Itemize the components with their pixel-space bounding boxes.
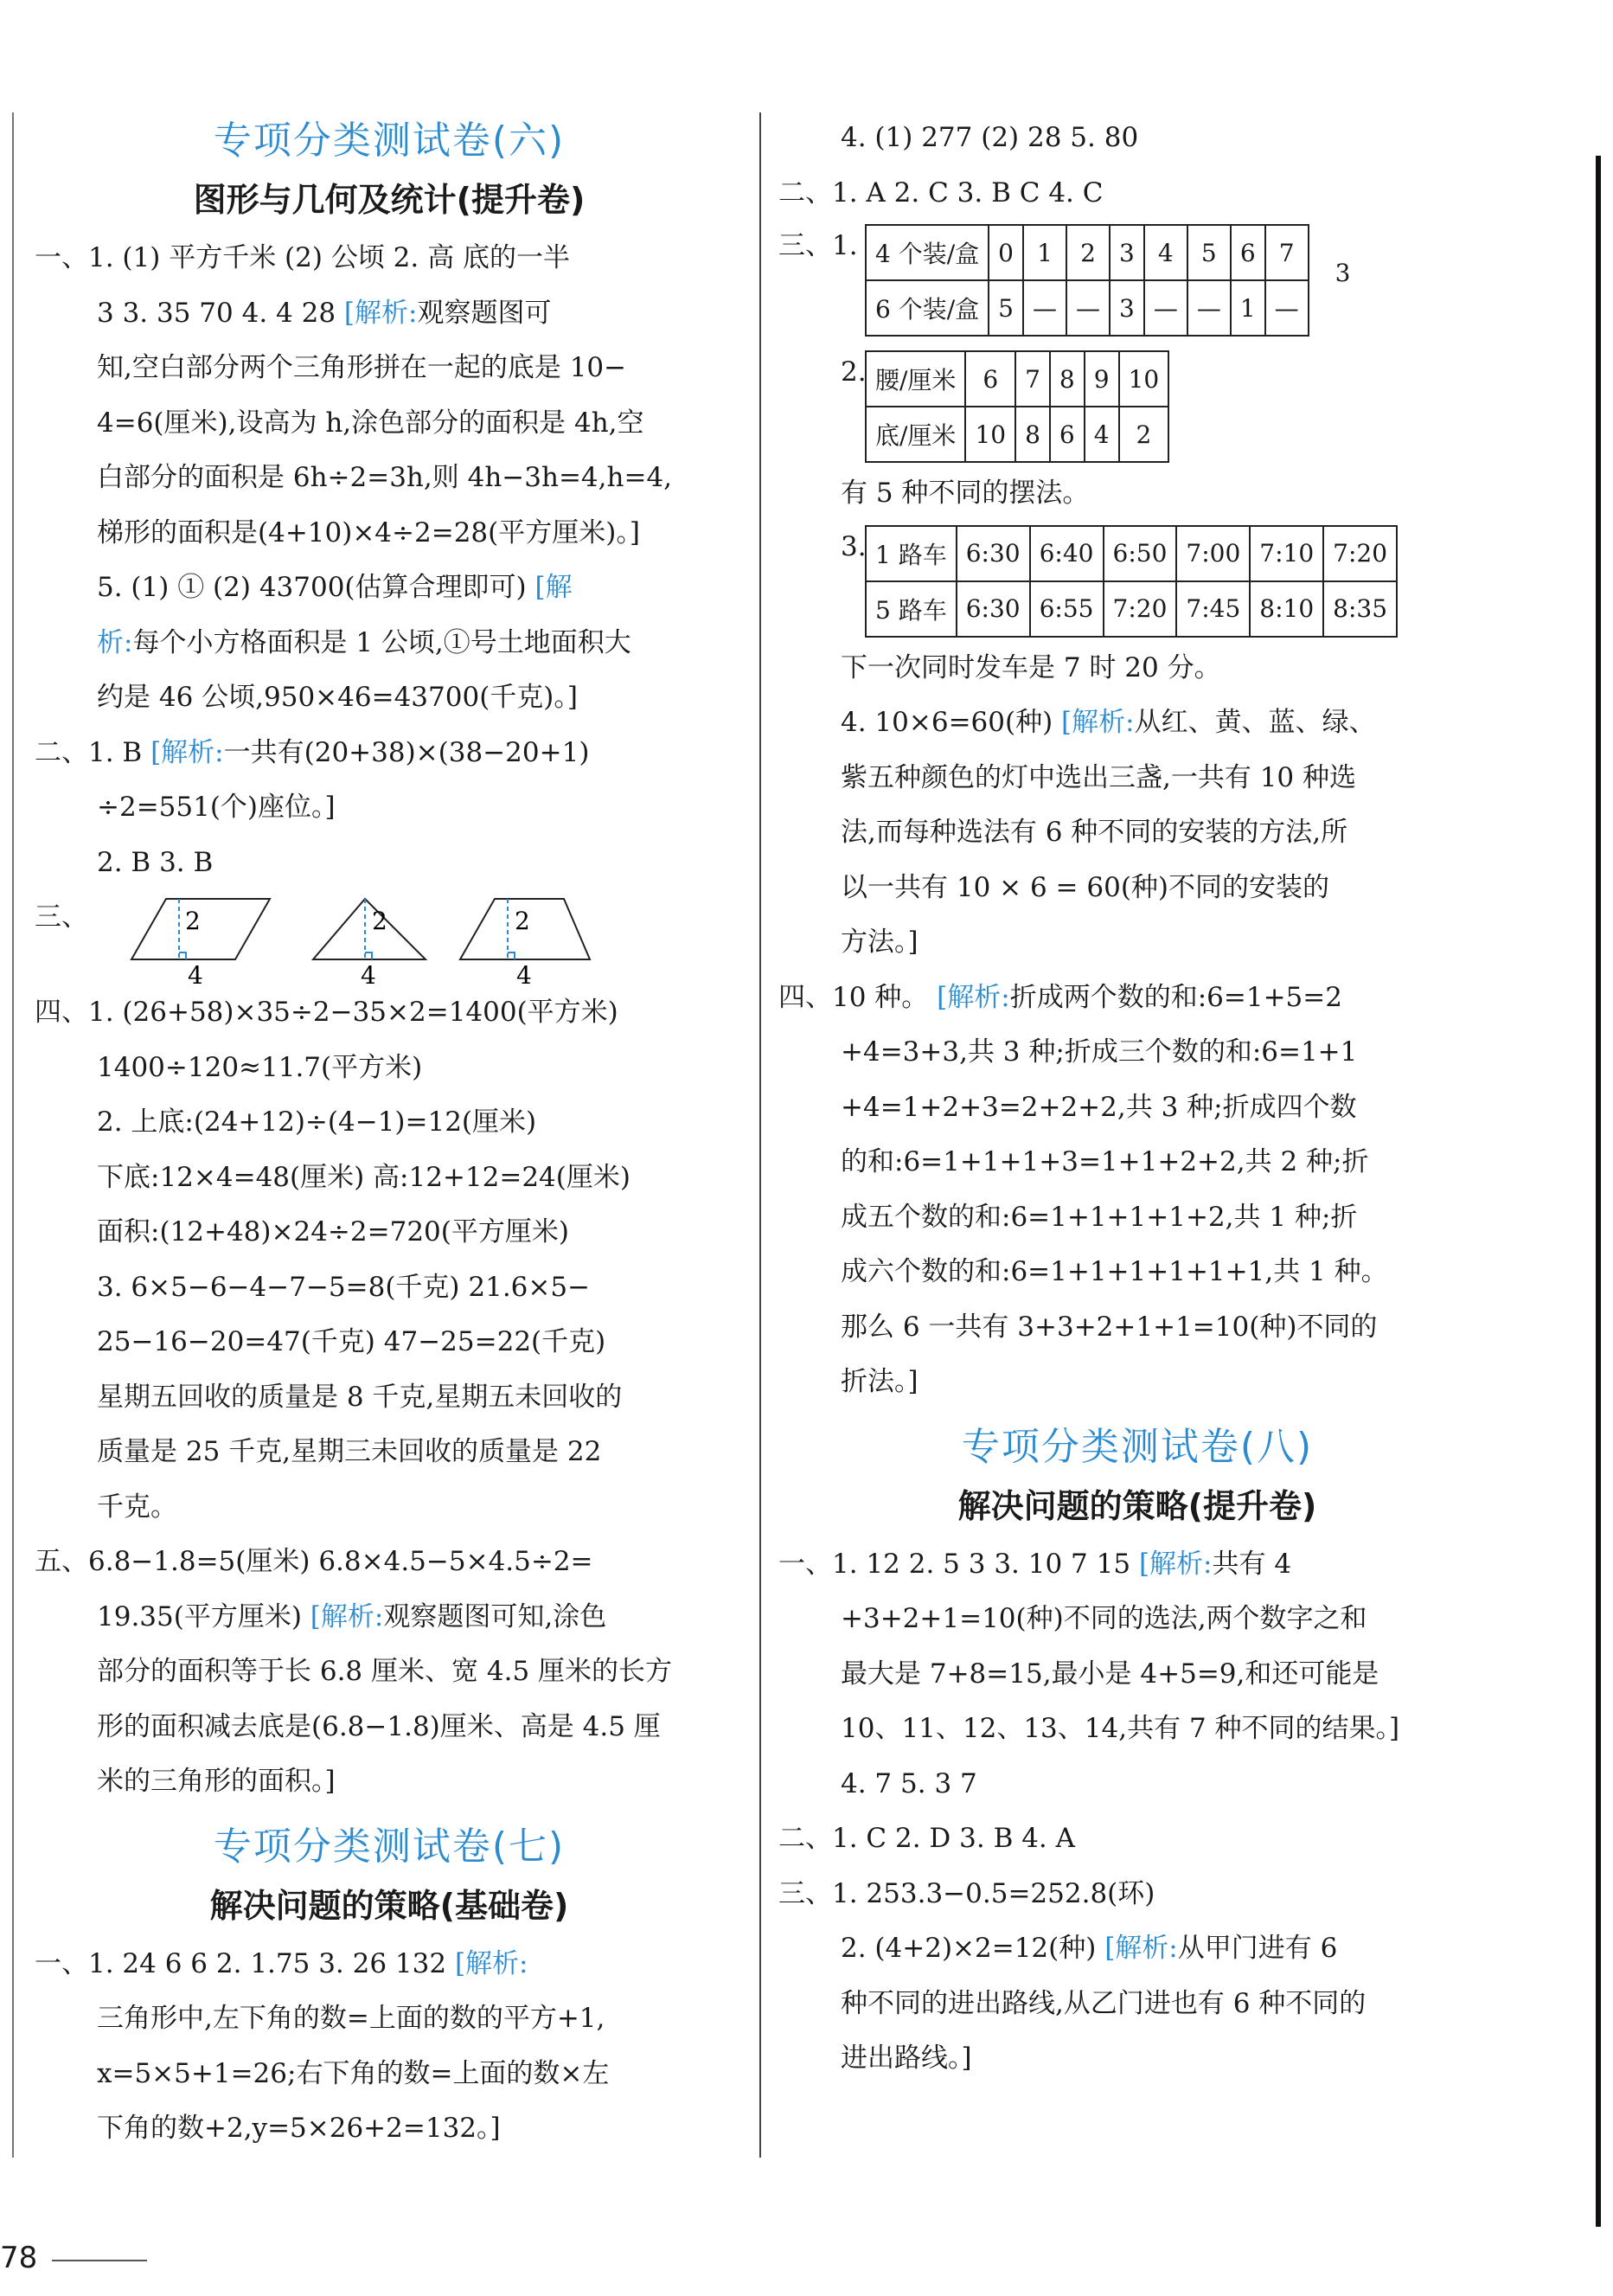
table-boxes <box>865 224 1309 337</box>
table-cell: 6:50 <box>1104 526 1177 581</box>
text-line: 米的三角形的面积。] <box>97 1766 336 1797</box>
text-line: 下底:12×4=48(厘米) 高:12+12=24(厘米) <box>97 1161 630 1193</box>
table-cell: 9 <box>1085 351 1119 407</box>
table-cell: 6:40 <box>1030 526 1104 581</box>
text-line: 2. B 3. B <box>97 846 214 878</box>
base-label: 4 <box>516 961 532 985</box>
table-cell: 8 <box>1015 407 1050 462</box>
trapezoid-shape <box>460 899 590 985</box>
table-cell: 8:10 <box>1250 581 1323 637</box>
section-subtitle-6: 图形与几何及统计(提升卷) <box>193 181 586 219</box>
table-cell: 3 <box>1110 280 1144 336</box>
text-line: +4=3+3,共 3 种;折成三个数的和:6=1+1 <box>841 1036 1358 1068</box>
table-cell: 7:20 <box>1104 581 1177 637</box>
text-line: ÷2=551(个)座位。] <box>97 792 336 823</box>
analysis-tag: [解析: <box>1104 1933 1178 1964</box>
table-cell: — <box>1144 280 1187 336</box>
table-cell: 10 <box>965 407 1015 462</box>
text-line: +3+2+1=10(种)不同的选法,两个数字之和 <box>841 1603 1367 1634</box>
table-cell: 4 个装/盒 <box>866 225 989 280</box>
analysis-tag: [解析: <box>343 297 418 329</box>
text-line: 2. 上底:(24+12)÷(4−1)=12(厘米) <box>97 1106 537 1138</box>
section-title-6: 专项分类测试卷(六) <box>213 119 566 163</box>
right-margin-bar <box>1596 156 1601 2227</box>
text-line: 方法。] <box>841 927 919 958</box>
table-cell: 2 <box>1119 407 1169 462</box>
table-cell: 3 <box>1110 225 1144 280</box>
text-line: 面积:(12+48)×24÷2=720(平方厘米) <box>97 1216 569 1247</box>
text-line: +4=1+2+3=2+2+2,共 3 种;折成四个数 <box>841 1091 1357 1123</box>
text-line: 折法。] <box>841 1366 919 1397</box>
left-column <box>35 104 744 2157</box>
text-line: 三、 <box>35 901 88 933</box>
table-cell: 6 <box>1231 225 1265 280</box>
table-3-row <box>778 525 1496 638</box>
table-row <box>866 526 1397 581</box>
analysis-tag: [解析: <box>937 981 1010 1013</box>
table-bus <box>865 525 1398 638</box>
table-cell: 6 个装/盒 <box>866 280 989 336</box>
text-line: 2. (4+2)×2=12(种) [解析:从甲门进有 6 <box>841 1933 1338 1964</box>
column-divider <box>759 112 761 2158</box>
table-cell: 6:30 <box>957 581 1030 637</box>
text-line: 紫五种颜色的灯中选出三盏,一共有 10 种选 <box>841 761 1357 793</box>
text-line: 成五个数的和:6=1+1+1+1+2,共 1 种;折 <box>841 1201 1358 1233</box>
text-line: 二、1. B [解析:一共有(20+38)×(38−20+1) <box>35 736 590 768</box>
table-cell: — <box>1066 280 1110 336</box>
section-title-7: 专项分类测试卷(七) <box>213 1824 566 1869</box>
left-margin-line <box>12 112 14 2158</box>
text-line: 下一次同时发车是 7 时 20 分。 <box>841 651 1221 683</box>
table-row <box>866 351 1168 407</box>
right-column <box>778 111 1496 2087</box>
text-line: 一、1. 12 2. 5 3 3. 10 7 15 [解析:共有 4 <box>778 1548 1292 1580</box>
shapes-row <box>35 890 744 985</box>
table-cell: 腰/厘米 <box>866 351 965 407</box>
text-line: 千克。 <box>97 1491 177 1523</box>
text-line: 那么 6 一共有 3+3+2+1+1=10(种)不同的 <box>841 1311 1378 1343</box>
table-cell: 5 <box>989 280 1023 336</box>
table-cell: 6:30 <box>957 526 1030 581</box>
table-row <box>866 280 1309 336</box>
table-cell: 5 路车 <box>866 581 957 637</box>
table-cell: — <box>1265 280 1309 336</box>
height-label: 2 <box>185 907 201 935</box>
text-line: 析:每个小方格面积是 1 公顷,①号土地面积大 <box>97 626 631 658</box>
table-cell: 7 <box>1265 225 1309 280</box>
text-line: 进出路线。] <box>841 2043 972 2074</box>
text-line: 形的面积减去底是(6.8−1.8)厘米、高是 4.5 厘 <box>97 1710 661 1742</box>
text-line: 19.35(平方厘米) [解析:观察题图可知,涂色 <box>97 1600 607 1632</box>
table-cell: 6 <box>965 351 1015 407</box>
table-cell: — <box>1023 280 1066 336</box>
analysis-tag: [解析: <box>150 736 224 768</box>
analysis-tag: 析: <box>97 626 133 658</box>
text-line: 4=6(厘米),设高为 h,涂色部分的面积是 4h,空 <box>97 407 644 439</box>
text-line: 约是 46 公顷,950×46=43700(千克)。] <box>97 682 578 713</box>
analysis-tag: [解析: <box>1061 707 1135 738</box>
table-row <box>866 581 1397 637</box>
text-line: 二、1. C 2. D 3. B 4. A <box>778 1823 1076 1854</box>
section-subtitle-8: 解决问题的策略(提升卷) <box>957 1486 1317 1525</box>
text-line: 部分的面积等于长 6.8 厘米、宽 4.5 厘米的长方 <box>97 1656 673 1687</box>
text-line: 4. 10×6=60(种) [解析:从红、黄、蓝、绿、 <box>841 707 1376 738</box>
table-cell: 7:20 <box>1323 526 1397 581</box>
table-cell: 7:10 <box>1250 526 1323 581</box>
base-label: 4 <box>361 961 376 985</box>
text-line: 的和:6=1+1+1+3=1+1+2+2,共 2 种;折 <box>841 1146 1369 1177</box>
table-cell: 1 路车 <box>866 526 957 581</box>
text-line: 知,空白部分两个三角形拼在一起的底是 10− <box>97 352 627 383</box>
table-cell: 6 <box>1050 407 1085 462</box>
text-line: 5. (1) ① (2) 43700(估算合理即可) [解 <box>97 572 573 603</box>
table-cell: 4 <box>1144 225 1187 280</box>
text-line: 种不同的进出路线,从乙门进也有 6 种不同的 <box>841 1987 1367 2019</box>
question-label: 2. <box>841 356 867 388</box>
analysis-tag: [解析: <box>1138 1548 1213 1580</box>
analysis-tag: [解析: <box>310 1600 384 1632</box>
table-triangle <box>865 350 1169 463</box>
text-line: 4. 7 5. 3 7 <box>841 1767 977 1799</box>
text-line: 4. (1) 277 (2) 28 5. 80 <box>841 122 1139 153</box>
text-line: 白部分的面积是 6h÷2=3h,则 4h−3h=4,h=4, <box>97 462 673 493</box>
question-label: 3. <box>841 530 867 562</box>
table-cell: 4 <box>1085 407 1119 462</box>
text-line: 1400÷120≈11.7(平方米) <box>97 1051 423 1083</box>
table-cell: 7:45 <box>1176 581 1250 637</box>
table-side-note: 3 <box>1335 259 1351 287</box>
page-number-line <box>52 2260 147 2261</box>
section-subtitle-7: 解决问题的策略(基础卷) <box>209 1886 569 1925</box>
analysis-tag: [解 <box>534 572 573 603</box>
height-label: 2 <box>515 907 530 935</box>
table-cell: 7 <box>1015 351 1050 407</box>
table-cell: 0 <box>989 225 1023 280</box>
text-line: 四、10 种。 [解析:折成两个数的和:6=1+5=2 <box>778 981 1342 1013</box>
text-line: 有 5 种不同的摆法。 <box>841 478 1090 509</box>
height-label: 2 <box>372 907 387 935</box>
table-cell: 10 <box>1119 351 1169 407</box>
text-line: 二、1. A 2. C 3. B C 4. C <box>778 176 1104 208</box>
table-cell: 6:55 <box>1030 581 1104 637</box>
text-line: 质量是 25 千克,星期三未回收的质量是 22 <box>97 1436 602 1467</box>
text-line: 下角的数+2,y=5×26+2=132。] <box>97 2113 501 2144</box>
triangle-shape <box>313 899 426 985</box>
table-cell: 5 <box>1187 225 1231 280</box>
table-cell: 8 <box>1050 351 1085 407</box>
table-cell: 1 <box>1231 280 1265 336</box>
table-cell: 1 <box>1023 225 1066 280</box>
text-line: 一、1. 24 6 6 2. 1.75 3. 26 132 [解析: <box>35 1947 528 1979</box>
text-line: 25−16−20=47(千克) 47−25=22(千克) <box>97 1326 606 1357</box>
analysis-tag: [解析: <box>454 1947 528 1979</box>
parallelogram-shape <box>131 899 270 985</box>
text-line: x=5×5+1=26;右下角的数=上面的数×左 <box>97 2057 610 2089</box>
page-number: 78 <box>0 2241 38 2275</box>
table-cell: 8:35 <box>1323 581 1397 637</box>
text-line: 五、6.8−1.8=5(厘米) 6.8×4.5−5×4.5÷2= <box>35 1546 593 1577</box>
text-line: 10、11、12、13、14,共有 7 种不同的结果。] <box>841 1713 1400 1744</box>
text-line: 梯形的面积是(4+10)×4÷2=28(平方厘米)。] <box>97 516 640 548</box>
table-1-row <box>778 224 1496 337</box>
text-line: 四、1. (26+58)×35÷2−35×2=1400(平方米) <box>35 997 618 1028</box>
table-cell: 底/厘米 <box>866 407 965 462</box>
text-line: 最大是 7+8=15,最小是 4+5=9,和还可能是 <box>841 1658 1379 1690</box>
text-line: 三、1. 253.3−0.5=252.8(环) <box>778 1877 1155 1909</box>
text-line: 3 3. 35 70 4. 4 28 [解析:观察题图可 <box>97 297 552 329</box>
table-2-row <box>778 350 1496 463</box>
table-row <box>866 225 1309 280</box>
table-cell: — <box>1187 280 1231 336</box>
question-label: 三、1. <box>778 230 858 261</box>
section-title-8: 专项分类测试卷(八) <box>961 1424 1314 1469</box>
text-line: 成六个数的和:6=1+1+1+1+1+1,共 1 种。 <box>841 1256 1388 1287</box>
text-line: 法,而每种选法有 6 种不同的安装的方法,所 <box>841 817 1348 848</box>
text-line: 以一共有 10 × 6 = 60(种)不同的安装的 <box>841 871 1330 903</box>
text-line: 三角形中,左下角的数=上面的数的平方+1, <box>97 2003 605 2034</box>
table-row <box>866 407 1168 462</box>
shapes-figure <box>97 890 702 985</box>
text-line: 3. 6×5−6−4−7−5=8(千克) 21.6×5− <box>97 1271 591 1303</box>
base-label: 4 <box>188 961 203 985</box>
text-line: 一、1. (1) 平方千米 (2) 公顷 2. 高 底的一半 <box>35 242 570 273</box>
table-cell: 2 <box>1066 225 1110 280</box>
text-line: 星期五回收的质量是 8 千克,星期五未回收的 <box>97 1381 623 1413</box>
table-cell: 7:00 <box>1176 526 1250 581</box>
